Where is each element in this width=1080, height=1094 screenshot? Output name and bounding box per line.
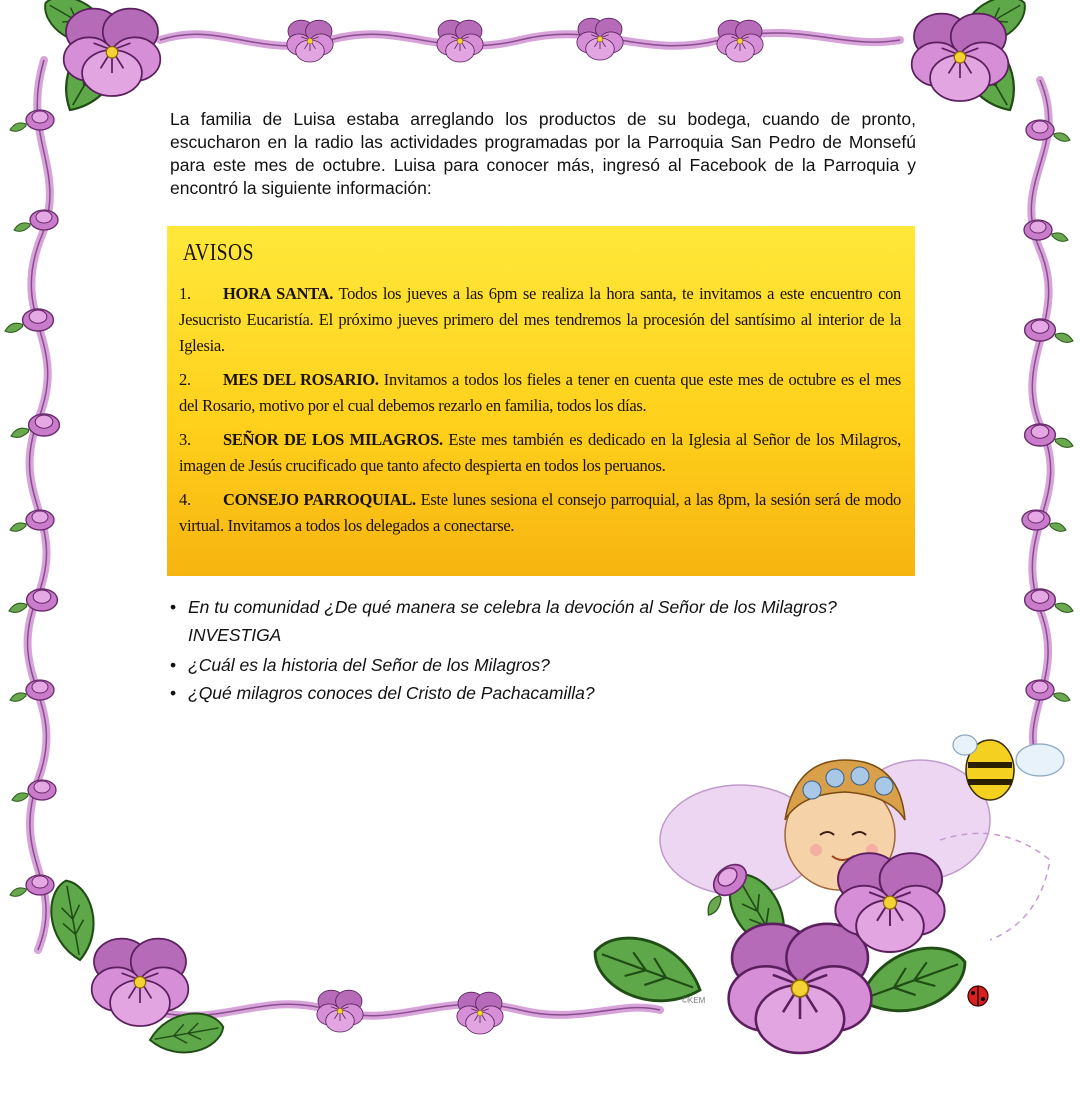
aviso-number: 3. xyxy=(179,430,191,449)
aviso-number: 2. xyxy=(179,370,191,389)
questions-list xyxy=(170,596,916,710)
aviso-heading: MES DEL ROSARIO. xyxy=(223,370,379,389)
question-text: ¿Qué milagros conoces del Cristo de Pachacamilla? xyxy=(188,683,595,703)
avisos-title: AVISOS xyxy=(183,240,255,266)
bullet: • xyxy=(170,683,177,703)
question-text: ¿Cuál es la historia del Señor de los Milagros? xyxy=(188,655,550,675)
aviso-number: 4. xyxy=(179,490,191,509)
investiga-label: INVESTIGA xyxy=(188,625,282,645)
bullet: • xyxy=(170,597,177,617)
aviso-item xyxy=(179,367,901,419)
aviso-number: 1. xyxy=(179,284,191,303)
question-item xyxy=(170,654,916,676)
question-item xyxy=(170,596,916,618)
aviso-text: Todos los jueves a las 6pm se realiza la hora santa, te invitamos a este encuentro con Jesucristo Eucaristía. El próximo jueves primero del mes tendremos la procesión del santísimo al interior de la Iglesia. xyxy=(179,284,901,355)
question-item xyxy=(170,682,916,704)
aviso-item xyxy=(179,427,901,479)
aviso-item xyxy=(179,281,901,359)
aviso-text: Invitamos a todos los fieles a tener en cuenta que este mes de octubre es el mes del Rosario, motivo por el cual debemos rezarlo en familia, todos los días. xyxy=(179,370,901,415)
question-text: En tu comunidad ¿De qué manera se celebra la devoción al Señor de los Milagros? xyxy=(188,597,837,617)
aviso-text: Este mes también es dedicado en la Iglesia al Señor de los Milagros, imagen de Jesús crucificado que tanto afecto despierta en todos los peruanos. xyxy=(179,430,902,475)
aviso-text: Este lunes sesiona el consejo parroquial, a las 8pm, la sesión será de modo virtual. Invitamos a todos los delegados a conectarse. xyxy=(179,490,902,535)
aviso-heading: CONSEJO PARROQUIAL. xyxy=(223,490,416,509)
aviso-heading: SEÑOR DE LOS MILAGROS. xyxy=(223,430,443,449)
bullet: • xyxy=(170,655,177,675)
avisos-banner xyxy=(167,226,915,576)
aviso-item xyxy=(179,487,901,539)
intro-paragraph: La familia de Luisa estaba arreglando los productos de su bodega, cuando de pronto, escucharon en la radio las actividades programadas por la Parroquia San Pedro de Monsefú para este mes de octubre. Luisa para conocer más, ingresó al Facebook de la Parroquia y encontró la siguiente información: xyxy=(170,109,916,198)
watermark: ©KEM xyxy=(682,996,706,1005)
aviso-heading: HORA SANTA. xyxy=(223,284,334,303)
